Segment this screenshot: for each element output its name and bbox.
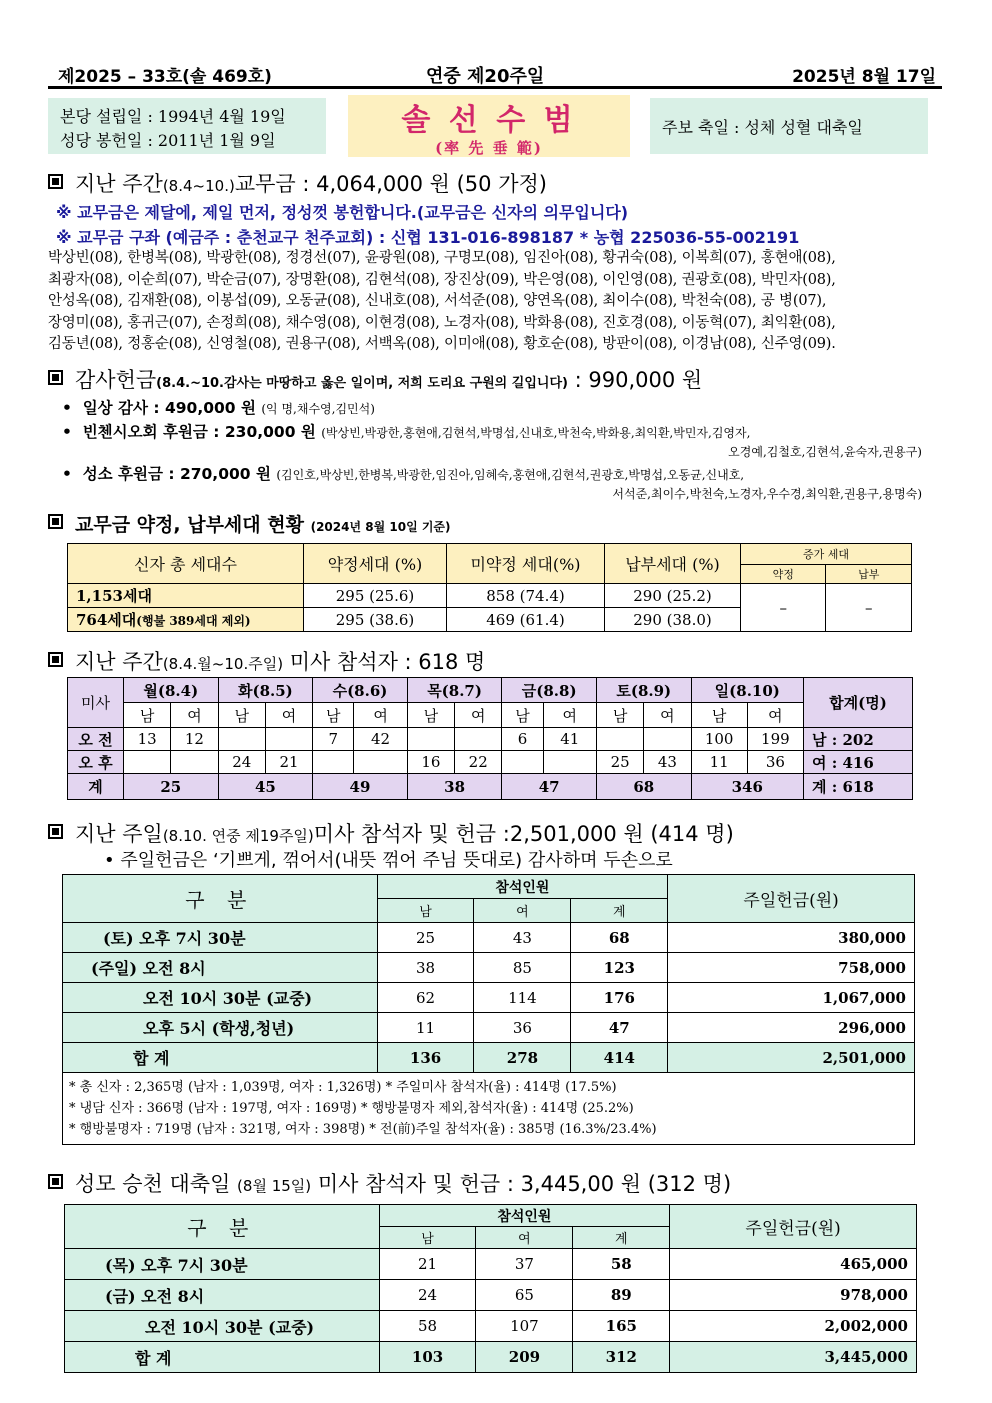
thanks-item: • 일상 감사 : 490,000 원 (익 명,채수영,김민석) [62, 399, 375, 417]
table-row [63, 1043, 915, 1073]
table-cell: – [826, 584, 912, 632]
name-line: 박상빈(08), 한병복(08), 박광한(08), 정경선(07), 윤광원(08), 구명모(08), 임진아(08), 황귀숙(08), 이복희(07), 홍현애(08), [48, 250, 836, 266]
name-line: 안성옥(08), 김재환(08), 이봉섭(09), 오동균(08), 신내호(08), 서석준(08), 양연옥(08), 최이수(08), 박천숙(08), 공 병(07), [48, 293, 827, 309]
table-cell: 계 [573, 1227, 670, 1249]
assumption-table [64, 1204, 917, 1373]
table-cell: 58 [573, 1249, 670, 1280]
table-cell: 납부 [826, 565, 912, 584]
table-cell: 295 (38.6) [304, 608, 447, 632]
table-cell: 약정 [741, 565, 826, 584]
table-cell: (토) 오후 7시 30분 [63, 923, 378, 953]
table-cell: 오전 10시 30분 (교중) [63, 983, 378, 1013]
table-cell: 신자 총 세대수 [68, 544, 304, 584]
table-cell [354, 751, 407, 774]
table-cell: 114 [474, 983, 571, 1013]
table-cell: 금(8.8) [502, 678, 597, 703]
table-cell: 여 [476, 1227, 573, 1249]
table-cell: 62 [377, 983, 474, 1013]
table-cell: 목(8.7) [407, 678, 502, 703]
table-row [65, 1342, 917, 1373]
table-cell: 469 (61.4) [447, 608, 605, 632]
table-cell: 남 [596, 703, 643, 728]
table-cell: 여 [543, 703, 596, 728]
square-bullet-icon [48, 174, 63, 189]
pledge-section-title: 교무금 약정, 납부세대 현황 (2024년 8월 10일 기준) [48, 510, 451, 537]
table-cell: 7 [313, 728, 354, 751]
table-cell: 89 [573, 1280, 670, 1311]
table-cell: 45 [218, 774, 313, 800]
table-cell: 290 (38.0) [605, 608, 741, 632]
thanks-item-cont: 서석준,최이수,박천숙,노경자,우수경,최익환,권용구,용명숙) [612, 487, 922, 501]
footnote-line: * 냉담 신자 : 366명 (남자 : 197명, 여자 : 169명) * 행방불명자 제외,참석자(율) : 414명 (25.2%) [69, 1101, 634, 1116]
table-cell [265, 728, 312, 751]
parish-info-box [48, 98, 326, 154]
table-cell: 414 [571, 1043, 668, 1073]
table-cell: 11 [691, 751, 747, 774]
table-cell: (목) 오후 7시 30분 [65, 1249, 380, 1280]
table-cell: 오 전 [68, 728, 124, 751]
table-cell: 47 [571, 1013, 668, 1043]
table-cell: 계 [571, 899, 668, 923]
assumption-section-title: 성모 승천 대축일 (8월 15일) 미사 참석자 및 헌금 : 3,445,00 원 (312 명) [48, 1168, 731, 1198]
table-cell: 화(8.5) [218, 678, 313, 703]
table-row [63, 923, 915, 953]
table-cell: 주일헌금(원) [670, 1205, 917, 1249]
table-cell: 176 [571, 983, 668, 1013]
table-cell: 24 [379, 1280, 476, 1311]
table-cell: 312 [573, 1342, 670, 1373]
table-cell: 여 [747, 703, 803, 728]
table-cell: 42 [354, 728, 407, 751]
table-cell: 38 [407, 774, 502, 800]
table-cell: 11 [377, 1013, 474, 1043]
table-cell: 여 [265, 703, 312, 728]
square-bullet-icon [48, 514, 63, 529]
table-cell: 남 [379, 1227, 476, 1249]
table-cell [63, 1073, 915, 1145]
table-cell: 296,000 [668, 1013, 915, 1043]
table-cell: 25 [596, 751, 643, 774]
table-cell [124, 751, 171, 774]
table-cell: 295 (25.6) [304, 584, 447, 608]
table-cell: 구 분 [65, 1205, 380, 1249]
table-cell [596, 728, 643, 751]
table-cell: 37 [476, 1249, 573, 1280]
pledge-table [67, 543, 912, 632]
table-cell [171, 751, 218, 774]
motto-hanja: (率 先 垂 範) [435, 139, 543, 157]
table-cell: 남 [502, 703, 543, 728]
table-row [63, 1013, 915, 1043]
table-cell: 465,000 [670, 1249, 917, 1280]
table-cell: 계 : 618 [804, 774, 913, 800]
motto-title: 솔 선 수 범 [401, 103, 577, 138]
table-cell [543, 751, 596, 774]
table-cell: 미약정 세대(%) [447, 544, 605, 584]
table-cell: 여 [455, 703, 502, 728]
tithe-note: ※ 교무금은 제달에, 제일 먼저, 정성껏 봉헌합니다.(교무금은 신자의 의무입니다) [56, 203, 629, 222]
table-cell: 123 [571, 953, 668, 983]
table-cell: 남 [691, 703, 747, 728]
table-cell: 오후 5시 (학생,청년) [63, 1013, 378, 1043]
offering-bullet: • 주일헌금은 ‘기쁘게, 꺾어서(내뜻 꺾어 주님 뜻대로) 감사하며 두손으로 [104, 850, 673, 871]
table-cell: 참석인원 [377, 875, 668, 899]
patron-feast: 주보 축일 : 성체 성혈 대축일 [662, 118, 863, 137]
table-cell: 1,153세대 [68, 584, 304, 608]
table-row [65, 1249, 917, 1280]
table-cell: 25 [124, 774, 219, 800]
table-cell: 47 [502, 774, 597, 800]
table-cell [455, 728, 502, 751]
bulletin-header [48, 58, 942, 89]
table-cell: 남 [377, 899, 474, 923]
table-cell: 68 [571, 923, 668, 953]
table-cell: 36 [474, 1013, 571, 1043]
week-title: 연중 제20주일 [426, 66, 545, 87]
table-cell: 21 [379, 1249, 476, 1280]
table-cell: 12 [171, 728, 218, 751]
table-row [65, 1280, 917, 1311]
table-cell: 764세대(행불 389세대 제외) [68, 608, 304, 632]
table-cell: 278 [474, 1043, 571, 1073]
table-cell: 165 [573, 1311, 670, 1342]
table-cell: 2,501,000 [668, 1043, 915, 1073]
footnote-line: * 행방불명자 : 719명 (남자 : 321명, 여자 : 398명) * 전(前)주일 참석자(율) : 385명 (16.3%/23.4%) [69, 1122, 657, 1137]
table-cell: 월(8.4) [124, 678, 219, 703]
name-line: 최광자(08), 이순희(07), 박순금(07), 장명환(08), 김현석(08), 장진상(09), 박은영(08), 이인영(08), 권광호(08), 박민자(08), [48, 271, 836, 288]
table-cell: 36 [747, 751, 803, 774]
table-cell: (주일) 오전 8시 [63, 953, 378, 983]
square-bullet-icon [48, 370, 63, 385]
table-cell: 107 [476, 1311, 573, 1342]
table-cell: 346 [691, 774, 803, 800]
tithe-section-title: 지난 주간(8.4~10.)교무금 : 4,064,000 원 (50 가정) [48, 168, 547, 198]
tithe-name-list [48, 248, 948, 356]
table-cell: 22 [455, 751, 502, 774]
table-cell: 43 [644, 751, 691, 774]
table-cell [502, 751, 543, 774]
attendance-section-title: 지난 주간(8.4.월~10.주일) 미사 참석자 : 618 명 [48, 646, 485, 676]
table-row [68, 584, 912, 608]
table-cell: 남 [407, 703, 454, 728]
table-cell [313, 751, 354, 774]
table-cell: 3,445,000 [670, 1342, 917, 1373]
table-cell: 25 [377, 923, 474, 953]
table-cell: 미사 [68, 678, 124, 728]
sunday-table [62, 874, 915, 1145]
table-cell: 380,000 [668, 923, 915, 953]
table-row [63, 953, 915, 983]
table-cell: 참석인원 [379, 1205, 670, 1227]
table-cell: 여 [354, 703, 407, 728]
table-cell: 41 [543, 728, 596, 751]
table-cell [644, 728, 691, 751]
table-cell: 납부세대 (%) [605, 544, 741, 584]
thanks-section-title: 감사헌금(8.4.~10.감사는 마땅하고 옳은 일이며, 저희 도리요 구원의 길입니다) : 990,000 원 [48, 364, 702, 394]
table-cell: 136 [377, 1043, 474, 1073]
footnote-line: * 총 신자 : 2,365명 (남자 : 1,039명, 여자 : 1,326명) * 주일미사 참석자(율) : 414명 (17.5%) [69, 1080, 617, 1095]
table-cell: 남 : 202 [804, 728, 913, 751]
table-cell: 49 [313, 774, 408, 800]
table-cell: 수(8.6) [313, 678, 408, 703]
issue-date: 2025년 8월 17일 [792, 67, 936, 87]
table-cell [218, 728, 265, 751]
table-cell: 여 [474, 899, 571, 923]
thanks-item: • 성소 후원금 : 270,000 원 (김인호,박상빈,한병복,박광한,임진아,임혜숙,홍현애,김현석,권광호,박명섭,오동균,신내호, [62, 465, 745, 483]
sunday-section-title: 지난 주일(8.10. 연중 제19주일)미사 참석자 및 헌금 :2,501,000 원 (414 명) [48, 818, 734, 848]
table-cell: 6 [502, 728, 543, 751]
dedication-date: 성당 봉헌일 : 2011년 1월 9일 [60, 131, 276, 150]
table-cell: 주일헌금(원) [668, 875, 915, 923]
table-cell: 합 계 [63, 1043, 378, 1073]
table-cell: 290 (25.2) [605, 584, 741, 608]
name-line: 김동년(08), 정홍순(08), 신영철(08), 권용구(08), 서백옥(08), 이미애(08), 황호순(08), 방판이(08), 이경남(08), 신주영(09). [48, 336, 836, 352]
table-cell: 103 [379, 1342, 476, 1373]
square-bullet-icon [48, 1174, 63, 1189]
table-cell: (금) 오전 8시 [65, 1280, 380, 1311]
table-cell: 16 [407, 751, 454, 774]
issue-number: 제2025 – 33호(솔 469호) [58, 67, 272, 87]
table-cell: 100 [691, 728, 747, 751]
table-cell: 13 [124, 728, 171, 751]
table-cell: 65 [476, 1280, 573, 1311]
table-cell: 858 (74.4) [447, 584, 605, 608]
table-row [68, 751, 913, 774]
table-cell: 여 [644, 703, 691, 728]
table-cell: 오 후 [68, 751, 124, 774]
table-cell: 1,067,000 [668, 983, 915, 1013]
table-cell: 85 [474, 953, 571, 983]
tithe-account: ※ 교무금 구좌 (예금주 : 춘천교구 천주교회) : 신협 131-016-898187 * 농협 225036-55-002191 [56, 228, 800, 247]
square-bullet-icon [48, 652, 63, 667]
patron-feast-box [650, 98, 928, 154]
table-cell: 토(8.9) [596, 678, 691, 703]
table-cell: 758,000 [668, 953, 915, 983]
table-row [63, 983, 915, 1013]
table-cell: 남 [124, 703, 171, 728]
table-cell: 오전 10시 30분 (교중) [65, 1311, 380, 1342]
table-cell: 43 [474, 923, 571, 953]
motto-box [348, 95, 630, 157]
square-bullet-icon [48, 824, 63, 839]
table-cell: 199 [747, 728, 803, 751]
table-cell: 증가 세대 [741, 544, 912, 565]
table-cell: 합 계 [65, 1342, 380, 1373]
name-line: 장영미(08), 홍귀근(07), 손정희(08), 채수영(08), 이현경(08), 노경자(08), 박화용(08), 진호경(08), 이동혁(07), 최익환(08), [48, 314, 836, 331]
table-cell: 209 [476, 1342, 573, 1373]
table-cell: 여 [171, 703, 218, 728]
attendance-table [67, 677, 913, 800]
founding-date: 본당 설립일 : 1994년 4월 19일 [60, 107, 286, 126]
table-cell: – [741, 584, 826, 632]
table-cell: 남 [313, 703, 354, 728]
table-cell: 구 분 [63, 875, 378, 923]
table-cell: 21 [265, 751, 312, 774]
table-cell: 여 : 416 [804, 751, 913, 774]
table-cell: 합계(명) [804, 678, 913, 728]
table-cell: 약정세대 (%) [304, 544, 447, 584]
table-cell: 일(8.10) [691, 678, 803, 703]
table-cell: 남 [218, 703, 265, 728]
table-cell: 24 [218, 751, 265, 774]
table-row [65, 1311, 917, 1342]
table-row [68, 728, 913, 751]
thanks-item: • 빈첸시오회 후원금 : 230,000 원 (박상빈,박광한,홍현애,김현석,박명섭,신내호,박천숙,박화용,최익환,박민자,김영자, [62, 423, 751, 441]
table-row [68, 774, 913, 800]
table-cell: 38 [377, 953, 474, 983]
table-cell: 2,002,000 [670, 1311, 917, 1342]
table-cell [407, 728, 454, 751]
table-cell: 계 [68, 774, 124, 800]
table-cell: 68 [596, 774, 691, 800]
thanks-item-cont: 오경예,김철호,김현석,윤숙자,권용구) [728, 445, 922, 459]
table-cell: 58 [379, 1311, 476, 1342]
table-cell: 978,000 [670, 1280, 917, 1311]
